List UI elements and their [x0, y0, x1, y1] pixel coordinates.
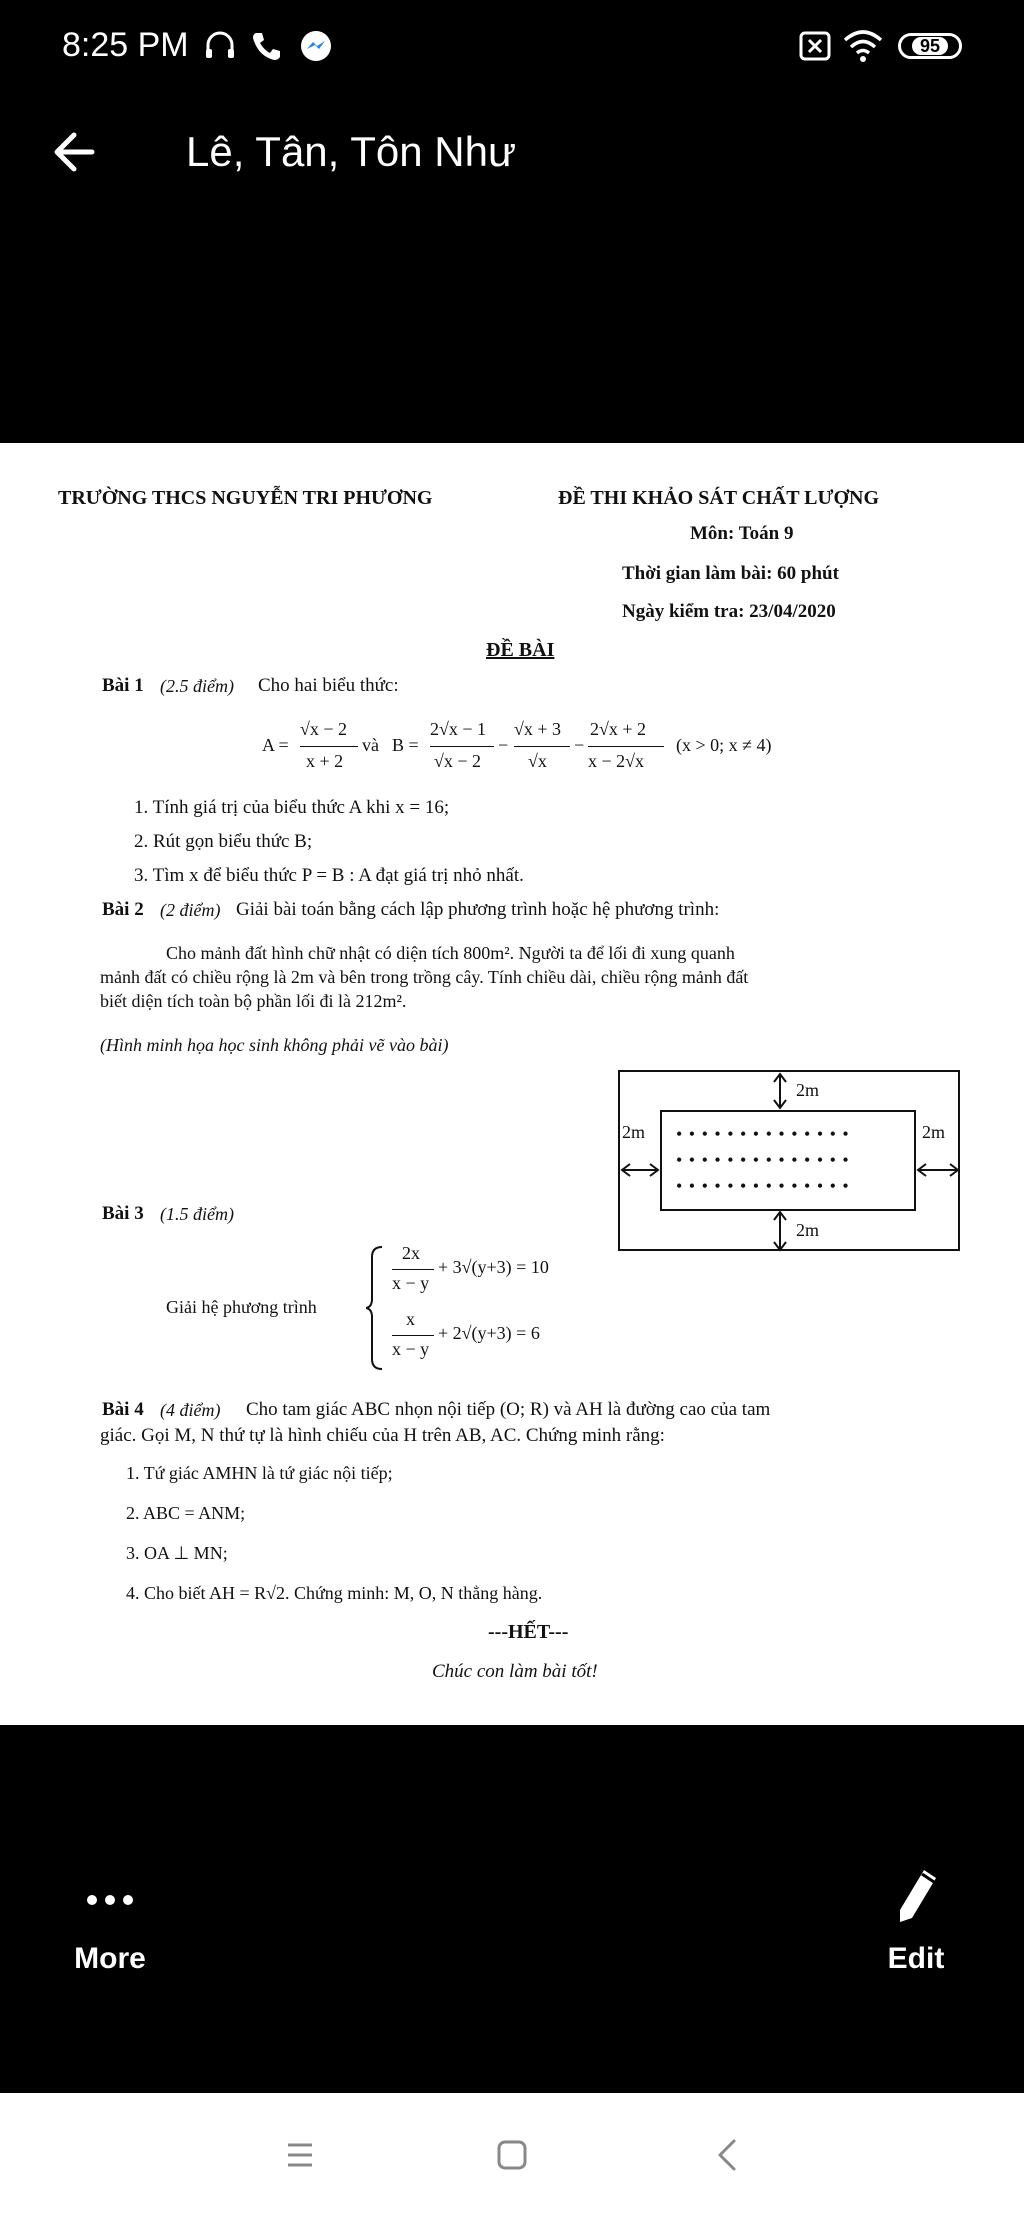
more-label: More — [74, 1942, 146, 1975]
bai4-item: 4. Cho biết AH = R√2. Chứng minh: M, O, N thẳng hàng. — [126, 1583, 543, 1603]
bai1-formula — [262, 713, 822, 783]
pencil-icon — [886, 1864, 946, 1924]
battery-icon — [898, 33, 962, 59]
exam-duration: Thời gian làm bài: 60 phút — [622, 563, 839, 584]
system-navigation-bar — [0, 2093, 1024, 2217]
bottom-action-bar — [0, 1880, 1024, 2080]
eq1-numerator: 2x — [402, 1243, 420, 1263]
more-button[interactable] — [50, 1880, 170, 1976]
bai3-label: Bài 3 — [102, 1203, 144, 1224]
edit-button[interactable] — [856, 1864, 976, 1976]
bai2-intro: Giải bài toán bằng cách lập phương trình hoặc hệ phương trình: — [236, 899, 720, 920]
bai2-note: (Hình minh họa học sinh không phải vẽ vào bài) — [100, 1035, 449, 1055]
and-word: và — [362, 735, 379, 755]
status-time: 8:25 PM — [62, 26, 189, 64]
bai1-label: Bài 1 — [102, 675, 144, 696]
sim-off-icon — [798, 28, 832, 64]
bai1-item: 1. Tính giá trị của biểu thức A khi x = 16; — [134, 797, 450, 818]
system-brace — [366, 1243, 386, 1373]
planted-dots: • • • • • • • • • • • • • • — [676, 1176, 850, 1196]
label-bottom-2m: 2m — [796, 1220, 820, 1240]
bai1-intro: Cho hai biểu thức: — [258, 675, 399, 696]
bai4-item: 3. OA ⊥ MN; — [126, 1543, 228, 1563]
exam-subject: Môn: Toán 9 — [690, 523, 794, 544]
bai2-text-line: mảnh đất có chiều rộng là 2m và bên trong trồng cây. Tính chiều dài, chiều rộng mảnh đất — [100, 967, 749, 987]
app-header — [0, 96, 1024, 208]
b1-numerator: 2√x − 1 — [430, 719, 487, 739]
label-left-2m: 2m — [622, 1122, 646, 1142]
bai1-points: (2.5 điểm) — [160, 676, 234, 696]
bai4-text-line: giác. Gọi M, N thứ tự là hình chiếu của H trên AB, AC. Chứng minh rằng: — [100, 1425, 665, 1446]
exam-date: Ngày kiểm tra: 23/04/2020 — [622, 601, 836, 622]
eq2-numerator: x — [406, 1309, 415, 1329]
minus-sign: − — [574, 735, 585, 755]
wifi-icon — [842, 28, 884, 64]
b2-numerator: √x + 3 — [514, 719, 562, 739]
back-nav-icon[interactable] — [712, 2137, 744, 2173]
a-denominator: x + 2 — [306, 751, 344, 771]
formula-a-prefix: A = — [262, 735, 289, 755]
garden-figure — [618, 1070, 960, 1251]
messenger-icon — [298, 28, 334, 64]
b2-denominator: √x — [528, 751, 547, 771]
label-top-2m: 2m — [796, 1080, 820, 1100]
dimension-arrows — [620, 1072, 962, 1253]
minus-sign: − — [498, 735, 509, 755]
exam-document — [0, 443, 1024, 1725]
battery-level: 95 — [912, 37, 948, 55]
home-icon[interactable] — [494, 2137, 530, 2173]
bai3-points: (1.5 điểm) — [160, 1204, 234, 1224]
equation-system — [366, 1243, 626, 1373]
bai4-item: 2. ABC = ANM; — [126, 1503, 246, 1523]
b1-denominator: √x − 2 — [434, 751, 482, 771]
bai1-item: 3. Tìm x để biểu thức P = B : A đạt giá trị nhỏ nhất. — [134, 865, 524, 886]
image-viewer[interactable] — [0, 443, 1024, 1725]
planted-dots: • • • • • • • • • • • • • • — [676, 1124, 850, 1144]
label-right-2m: 2m — [922, 1122, 946, 1142]
end-marker: ---HẾT--- — [488, 1621, 569, 1643]
bai2-text-line: biết diện tích toàn bộ phần lối đi là 212m². — [100, 991, 407, 1011]
bai4-label: Bài 4 — [102, 1399, 144, 1420]
bai4-points: (4 điểm) — [160, 1400, 221, 1420]
bai2-points: (2 điểm) — [160, 900, 221, 920]
planted-dots: • • • • • • • • • • • • • • — [676, 1150, 850, 1170]
eq2-denominator: x − y — [392, 1339, 430, 1359]
eq1-rest: + 3√(y+3) = 10 — [438, 1257, 549, 1277]
back-arrow-icon[interactable] — [46, 122, 106, 182]
headset-icon — [202, 28, 238, 64]
status-bar — [0, 0, 1024, 96]
bai3-instruction: Giải hệ phương trình — [166, 1297, 317, 1317]
formula-b-prefix: B = — [392, 735, 419, 755]
bai4-text-line: Cho tam giác ABC nhọn nội tiếp (O; R) và AH là đường cao của tam — [246, 1399, 771, 1420]
phone-icon — [248, 28, 284, 64]
closing-wish: Chúc con làm bài tốt! — [432, 1661, 598, 1682]
a-numerator: √x − 2 — [300, 719, 348, 739]
edit-label: Edit — [887, 1942, 945, 1975]
bai4-item: 1. Tứ giác AMHN là tứ giác nội tiếp; — [126, 1463, 393, 1483]
school-name: TRƯỜNG THCS NGUYỄN TRI PHƯƠNG — [58, 487, 433, 509]
recents-icon[interactable] — [284, 2139, 316, 2171]
eq2-rest: + 2√(y+3) = 6 — [438, 1323, 540, 1343]
exam-title: ĐỀ THI KHẢO SÁT CHẤT LƯỢNG — [558, 487, 879, 509]
bai2-text-line: Cho mảnh đất hình chữ nhật có diện tích 800m². Người ta để lối đi xung quanh — [166, 943, 735, 963]
domain-condition: (x > 0; x ≠ 4) — [676, 735, 772, 755]
b3-numerator: 2√x + 2 — [590, 719, 647, 739]
bai2-label: Bài 2 — [102, 899, 144, 920]
page-title: Lê, Tân, Tôn Như — [186, 128, 517, 175]
section-heading: ĐỀ BÀI — [486, 639, 555, 661]
b3-denominator: x − 2√x — [588, 751, 645, 771]
eq1-denominator: x − y — [392, 1273, 430, 1293]
bai1-item: 2. Rút gọn biểu thức B; — [134, 831, 313, 852]
more-dots-icon — [80, 1880, 140, 1920]
